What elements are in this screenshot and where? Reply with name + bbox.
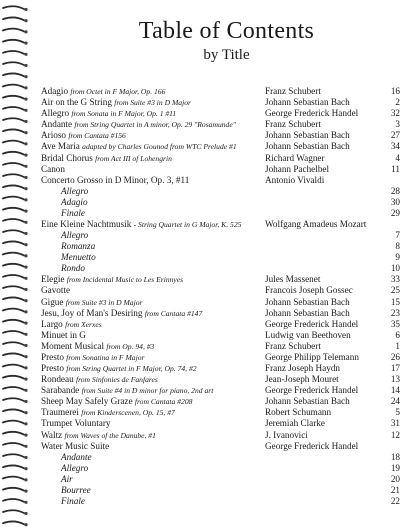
- contents-entry: [0, 396, 413, 407]
- entry-title: [61, 252, 96, 263]
- entry-title-text: Gavotte: [41, 285, 71, 296]
- contents-entry: [0, 119, 413, 130]
- entry-title-text: Jesu, Joy of Man's Desiring: [41, 307, 143, 318]
- entry-page-number: 34: [390, 141, 400, 152]
- entry-page-number: 6: [395, 329, 400, 340]
- contents-entry: [0, 97, 413, 108]
- entry-title: [61, 263, 85, 274]
- entry-source: from Xerxes: [65, 319, 102, 329]
- contents-subentry: [0, 230, 413, 241]
- entry-title: [41, 407, 175, 418]
- entry-title-text: Traumerei: [41, 407, 79, 418]
- entry-title-text: Finale: [61, 207, 85, 218]
- entry-title-text: Minuet in G: [41, 329, 86, 340]
- entry-page-number: 11: [391, 163, 400, 174]
- contents-entry: [0, 441, 413, 452]
- entry-title-text: Bourree: [61, 484, 91, 495]
- entry-title-text: Allegro: [61, 462, 89, 473]
- entry-title: [41, 285, 70, 296]
- entry-page-number: 24: [390, 396, 400, 407]
- entry-page-number: 10: [390, 263, 400, 274]
- contents-entry: [0, 407, 413, 418]
- contents-subentry: [0, 463, 413, 474]
- contents-subentry: [0, 485, 413, 496]
- contents-entry: [0, 164, 413, 175]
- entry-title: [61, 241, 95, 252]
- entry-page-number: 15: [390, 296, 400, 307]
- entry-page-number: 21: [390, 484, 400, 495]
- entry-title: [41, 385, 213, 396]
- entry-title-text: Andante: [61, 451, 92, 462]
- entry-title: [41, 119, 236, 130]
- entry-composer: Franz Schubert: [265, 340, 321, 351]
- contents-entry: [0, 153, 413, 164]
- entry-title-text: Andante: [41, 119, 73, 130]
- entry-source: from Op. 94, #3: [106, 341, 155, 351]
- contents-entry: [0, 385, 413, 396]
- entry-page-number: 3: [395, 119, 400, 130]
- entry-composer: Johann Sebastian Bach: [265, 296, 350, 307]
- contents-entry: [0, 308, 413, 319]
- contents-subentry: [0, 452, 413, 463]
- entry-title-text: Trumpet Voluntary: [41, 418, 111, 429]
- entry-title-text: Presto: [41, 351, 64, 362]
- entry-title-text: Ave Maria: [41, 141, 80, 152]
- contents-subentry: [0, 186, 413, 197]
- entry-title-text: Air on the G String: [41, 97, 112, 108]
- contents-subentry: [0, 263, 413, 274]
- entry-composer: George Frederick Handel: [265, 108, 359, 119]
- entry-title-text: Waltz: [41, 429, 63, 440]
- entry-title: [41, 418, 111, 429]
- entry-title: [41, 352, 144, 363]
- entry-source: from Waves of the Danube, #1: [64, 430, 156, 440]
- contents-entry: [0, 430, 413, 441]
- entry-title-text: Menuetto: [61, 252, 96, 263]
- entry-title-text: Rondo: [61, 263, 85, 274]
- entry-source: from Sinfonies de Fanfares: [75, 375, 158, 385]
- entry-title-text: Water Music Suite: [41, 440, 110, 451]
- entry-page-number: 25: [390, 285, 400, 296]
- entry-page-number: 12: [390, 429, 400, 440]
- entry-title: [41, 130, 126, 141]
- contents-subentry: [0, 252, 413, 263]
- entry-composer: Francois Joseph Gossec: [265, 285, 353, 296]
- entry-composer: George Frederick Handel: [265, 385, 359, 396]
- entry-title-text: Largo: [41, 318, 63, 329]
- contents-entry: [0, 86, 413, 97]
- entry-page-number: 27: [390, 130, 400, 141]
- entry-title-text: Presto: [41, 363, 64, 373]
- contents-entry: [0, 319, 413, 330]
- contents-entry: [0, 352, 413, 363]
- contents-entry: [0, 285, 413, 296]
- entry-title-text: Rondeau: [41, 374, 74, 385]
- contents-subentry: [0, 474, 413, 485]
- entry-composer: Johann Pachelbel: [265, 163, 330, 174]
- contents-entry: [0, 297, 413, 308]
- entry-title: [41, 319, 102, 330]
- entry-page-number: 30: [390, 196, 400, 207]
- entry-page-number: 31: [390, 418, 400, 429]
- entry-page-number: 1: [395, 340, 400, 351]
- entry-source: from Act III of Lohengrin: [95, 153, 172, 163]
- entry-page-number: 35: [390, 318, 400, 329]
- entry-title: [61, 452, 92, 463]
- entry-title: [41, 441, 109, 452]
- entry-title-text: Sheep May Safely Graze: [41, 396, 133, 407]
- contents-entry: [0, 175, 413, 186]
- contents-entry: [0, 274, 413, 285]
- entry-page-number: 8: [395, 241, 400, 252]
- entry-page-number: 32: [390, 108, 400, 119]
- entry-title-text: Adagio: [61, 196, 88, 207]
- contents-entry: [0, 418, 413, 429]
- entry-title: [41, 330, 86, 341]
- entry-composer: Johann Sebastian Bach: [265, 307, 350, 318]
- entry-page-number: 14: [390, 385, 400, 396]
- entry-page-number: 2: [395, 97, 400, 108]
- entry-page-number: 13: [390, 374, 400, 385]
- entry-composer: Jean-Joseph Mouret: [265, 374, 339, 385]
- entry-title: [41, 97, 191, 108]
- entry-title: [41, 274, 183, 285]
- entry-title-text: Elegie: [41, 274, 65, 285]
- entry-title: [41, 164, 65, 175]
- entry-title: [61, 230, 88, 241]
- entry-composer: Johann Sebastian Bach: [265, 130, 350, 141]
- entry-page-number: 17: [390, 363, 400, 373]
- entry-title-text: Allegro: [61, 230, 89, 240]
- entry-title-text: Adagio: [41, 86, 69, 96]
- entry-source: from Suite #3 in D Major: [65, 297, 143, 307]
- entry-source: from Cantata #208: [134, 397, 193, 407]
- entry-page-number: 28: [390, 185, 400, 196]
- entry-composer: Johann Sebastian Bach: [265, 396, 350, 407]
- entry-source: - String Quartet in G Major, K. 525: [133, 220, 242, 229]
- entry-title: [61, 496, 85, 507]
- page-subtitle: by Title: [203, 47, 250, 63]
- page-title: Table of Contents: [138, 18, 315, 44]
- entry-title-text: Arioso: [41, 130, 67, 141]
- entry-title: [41, 175, 189, 186]
- entry-title-text: Finale: [61, 496, 85, 506]
- entry-source: from Cantata #147: [144, 308, 203, 318]
- contents-entry: [0, 141, 413, 152]
- entry-composer: Franz Schubert: [265, 86, 321, 96]
- entry-composer: Franz Schubert: [265, 119, 321, 130]
- entry-composer: Johann Sebastian Bach: [265, 97, 350, 108]
- entry-title: [41, 108, 176, 119]
- entry-page-number: 18: [390, 451, 400, 462]
- entry-title: [41, 297, 142, 308]
- entry-title: [41, 153, 172, 164]
- entry-page-number: 9: [395, 252, 400, 263]
- entry-title-text: Sarabande: [41, 385, 80, 396]
- entry-composer: George Philipp Telemann: [265, 351, 359, 362]
- entry-composer: Ludwig van Beethoven: [265, 329, 351, 340]
- entry-composer: Franz Joseph Haydn: [265, 363, 341, 373]
- entry-title: [41, 86, 165, 97]
- entry-title: [61, 474, 73, 485]
- entry-title-text: Romanza: [61, 241, 96, 252]
- entry-source: from Sonatina in F Major: [66, 352, 145, 362]
- entry-title-text: Canon: [41, 163, 65, 174]
- entry-composer: Jeremiah Clarke: [265, 418, 325, 429]
- entry-title: [61, 485, 91, 496]
- entry-page-number: 4: [395, 152, 400, 163]
- entry-source: from Sonata in F Major, Op. 1 #11: [71, 109, 177, 119]
- entry-title-text: Eine Kleine Nachtmusik: [41, 219, 132, 229]
- entry-source: from Suite #4 in D minor for piano, 2nd art: [81, 386, 214, 396]
- contents-entry: [0, 374, 413, 385]
- contents-entry: [0, 341, 413, 352]
- entry-source: from Octet in F Major, Op. 166: [70, 87, 166, 96]
- contents-subentry: [0, 496, 413, 507]
- entry-composer: Wolfgang Amadeus Mozart: [265, 219, 367, 229]
- entry-composer: Johann Sebastian Bach: [265, 141, 350, 152]
- entry-title: [41, 141, 237, 152]
- entry-title-text: Air: [61, 473, 73, 484]
- entry-source: from Suite #3 in D Major: [114, 98, 191, 108]
- contents-subentry: [0, 208, 413, 219]
- entry-title: [41, 308, 202, 319]
- entry-title: [41, 396, 192, 407]
- entry-composer: Jules Massenet: [265, 274, 321, 285]
- entry-source: from Incidental Music to Les Erinnyes: [66, 275, 184, 285]
- entry-title: [61, 208, 85, 219]
- entry-source: from String Quartet in A minor, Op. 29 "Rosamunde": [74, 120, 236, 130]
- contents-entry: [0, 130, 413, 141]
- contents-subentry: [0, 197, 413, 208]
- entry-title: [41, 363, 197, 374]
- entry-source: from Cantata #156: [68, 131, 126, 141]
- entry-title: [41, 341, 154, 352]
- entry-title-text: Gigue: [41, 296, 64, 307]
- entry-composer: George Frederick Handel: [265, 440, 359, 451]
- entry-title-text: Allegro: [61, 185, 89, 196]
- entry-source: from String Quartet in F Major, Op. 74, #2: [66, 364, 197, 373]
- entry-title: [41, 430, 156, 441]
- contents-entry: [0, 108, 413, 119]
- contents-subentry: [0, 241, 413, 252]
- contents-entry: [0, 330, 413, 341]
- entry-title-text: Allegro: [41, 108, 70, 119]
- entry-title: [61, 197, 88, 208]
- entry-page-number: 33: [390, 274, 400, 285]
- entry-composer: Robert Schumann: [265, 407, 332, 418]
- entry-title: [61, 186, 88, 197]
- entry-composer: George Frederick Handel: [265, 318, 359, 329]
- entry-page-number: 20: [390, 473, 400, 484]
- entry-page-number: 23: [390, 307, 400, 318]
- contents-entry: [0, 363, 413, 374]
- contents-entry: [0, 219, 413, 230]
- entry-composer: Antonio Vivaldi: [265, 174, 325, 185]
- entry-title-text: Concerto Grosso in D Minor, Op. 3, #11: [41, 174, 190, 185]
- entry-page-number: 22: [390, 496, 400, 506]
- entry-source: from Kinderscenen, Op. 15, #7: [81, 408, 175, 418]
- entry-composer: Richard Wagner: [265, 152, 325, 163]
- entry-title: [41, 374, 158, 385]
- entry-title-text: Bridal Chorus: [41, 152, 93, 163]
- entry-page-number: 29: [390, 207, 400, 218]
- entry-title: [61, 463, 88, 474]
- entry-page-number: 7: [395, 230, 400, 240]
- entry-page-number: 26: [390, 351, 400, 362]
- entry-source: adapted by Charles Gounod from WTC Prelude #1: [82, 142, 237, 152]
- entry-title-text: Moment Musical: [41, 340, 105, 351]
- entry-page-number: 5: [395, 407, 400, 418]
- entry-title: [41, 219, 241, 230]
- entry-page-number: 19: [390, 462, 400, 473]
- entry-page-number: 16: [390, 86, 400, 96]
- entry-composer: J. Ivanovici: [265, 429, 308, 440]
